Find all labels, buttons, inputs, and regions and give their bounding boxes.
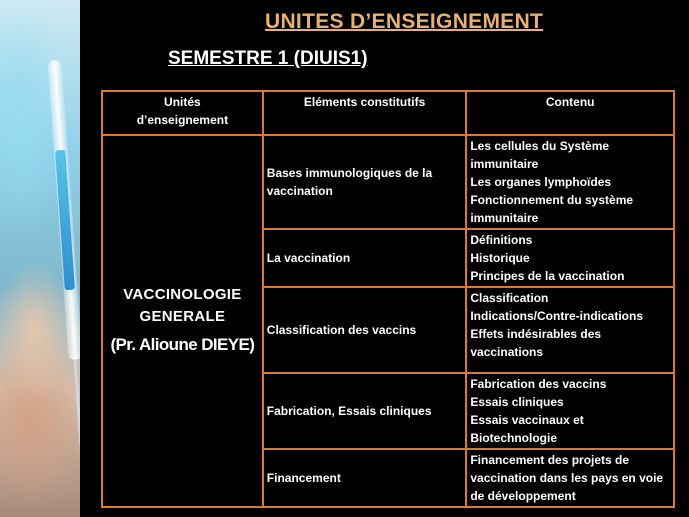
unit-name-line1: VACCINOLOGIE <box>123 286 242 303</box>
table-header-row <box>102 91 674 135</box>
contenu-line: Définitions <box>470 233 533 247</box>
contenu-line: Fonctionnement du système immunitaire <box>470 193 634 225</box>
contenu-cell <box>466 373 674 449</box>
contenu-line: Classification <box>470 291 549 305</box>
contenu-line: Principes de la vaccination <box>470 269 625 283</box>
header-elements: Eléments constitutifs <box>263 91 467 135</box>
element-cell: Financement <box>263 449 467 507</box>
contenu-line: Les cellules du Système immunitaire <box>470 139 610 171</box>
element-cell: Bases immunologiques de la vaccination <box>263 135 467 229</box>
header-contenu: Contenu <box>466 91 674 135</box>
table-row <box>102 135 674 229</box>
contenu-line: Financement des projets de vaccination dans les pays en voie de développement <box>470 453 664 503</box>
element-cell: Fabrication, Essais cliniques <box>263 373 467 449</box>
unit-cell <box>102 135 263 507</box>
element-cell: Classification des vaccins <box>263 287 467 373</box>
contenu-line: Essais vaccinaux et Biotechnologie <box>470 413 584 445</box>
element-cell: La vaccination <box>263 229 467 287</box>
syringe-photo <box>0 0 80 517</box>
contenu-cell <box>466 287 674 373</box>
contenu-line: Indications/Contre-indications <box>470 309 644 323</box>
contenu-cell <box>466 229 674 287</box>
slide-subtitle: SEMESTRE 1 (DIUIS1) <box>168 48 368 69</box>
contenu-line: Essais cliniques <box>470 395 564 409</box>
contenu-cell <box>466 135 674 229</box>
unit-name-line2: GENERALE <box>139 308 226 325</box>
unit-professor: (Pr. Alioune DIEYE) <box>110 335 255 354</box>
contenu-line: Historique <box>470 251 530 265</box>
contenu-line: Les organes lymphoïdes <box>470 175 612 189</box>
slide-title: UNITES D’ENSEIGNEMENT <box>265 10 544 33</box>
teaching-units-table <box>101 90 675 508</box>
header-unites <box>102 91 263 135</box>
contenu-cell <box>466 449 674 507</box>
contenu-line: Effets indésirables des vaccinations <box>470 327 602 359</box>
header-unites-line1: Unités <box>164 95 201 109</box>
header-unites-line2: d’enseignement <box>136 113 229 127</box>
contenu-line: Fabrication des vaccins <box>470 377 607 391</box>
